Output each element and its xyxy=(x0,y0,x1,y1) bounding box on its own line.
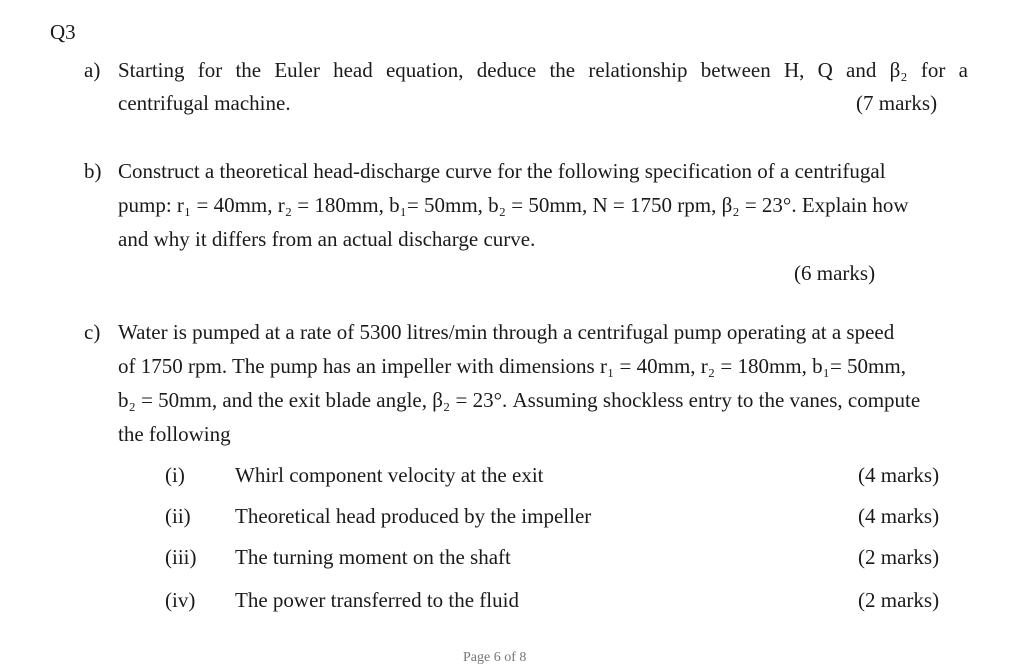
part-a-label: a) xyxy=(84,58,101,82)
word: β₂ xyxy=(889,58,908,82)
word: the xyxy=(549,58,576,82)
subpart-text: The power transferred to the fluid xyxy=(235,588,519,612)
part-c-line-3: b₂ = 50mm, and the exit blade angle, β₂ = 23°. Assuming shockless entry to the vanes, compute xyxy=(118,388,921,412)
word: and xyxy=(846,58,877,82)
word: the xyxy=(235,58,262,82)
part-a-line-2: centrifugal machine. xyxy=(118,91,291,115)
part-a-marks: (7 marks) xyxy=(856,91,938,115)
page-footer: Page 6 of 8 xyxy=(463,650,527,665)
subpart-num: (iii) xyxy=(165,545,197,569)
subpart-text: The turning moment on the shaft xyxy=(235,545,511,569)
part-c-line-4: the following xyxy=(118,422,231,446)
subpart-num: (ii) xyxy=(165,504,191,528)
subpart-marks: (4 marks) xyxy=(858,463,940,487)
part-c-label: c) xyxy=(84,320,101,344)
word: for xyxy=(197,58,223,82)
subpart-num: (i) xyxy=(165,463,185,487)
word: a xyxy=(958,58,968,82)
word: Starting xyxy=(118,58,185,82)
part-a-line-1 xyxy=(118,58,968,83)
subpart-text: Whirl component velocity at the exit xyxy=(235,463,544,487)
part-b-line-2: pump: r₁ = 40mm, r₂ = 180mm, b₁= 50mm, b₂ = 50mm, N = 1750 rpm, β₂ = 23°. Explain how xyxy=(118,193,909,217)
subpart-marks: (4 marks) xyxy=(858,504,940,528)
word: between xyxy=(700,58,771,82)
part-c-line-2: of 1750 rpm. The pump has an impeller with dimensions r₁ = 40mm, r₂ = 180mm, b₁= 50mm, xyxy=(118,354,906,378)
subpart-marks: (2 marks) xyxy=(858,588,940,612)
part-b-label: b) xyxy=(84,159,102,183)
part-b-line-3: and why it differs from an actual discharge curve. xyxy=(118,227,536,251)
word: H, xyxy=(783,58,805,82)
part-c-line-1: Water is pumped at a rate of 5300 litres/min through a centrifugal pump operating at a speed xyxy=(118,320,895,344)
part-b-marks: (6 marks) xyxy=(794,261,876,285)
word: equation, xyxy=(385,58,464,82)
word: head xyxy=(333,58,373,82)
part-b-line-1: Construct a theoretical head-discharge curve for the following specification of a centrifugal xyxy=(118,159,886,183)
word: for xyxy=(920,58,946,82)
question-number: Q3 xyxy=(50,20,76,44)
word: Q xyxy=(817,58,833,82)
word: deduce xyxy=(476,58,537,82)
subpart-text: Theoretical head produced by the impeller xyxy=(235,504,592,528)
word: relationship xyxy=(588,58,688,82)
subpart-num: (iv) xyxy=(165,588,196,612)
subpart-marks: (2 marks) xyxy=(858,545,940,569)
word: Euler xyxy=(274,58,320,82)
